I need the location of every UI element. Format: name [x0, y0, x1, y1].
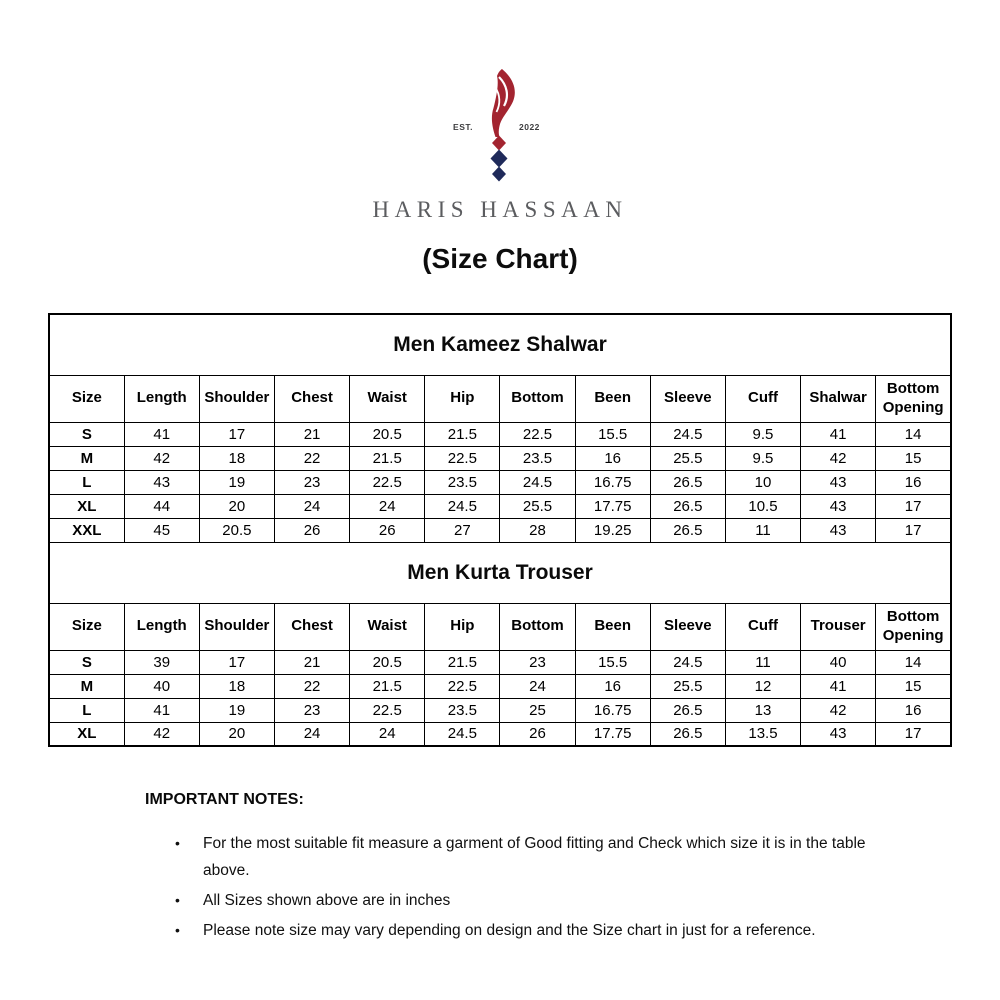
column-header: Length [124, 603, 199, 650]
bullet-icon: • [175, 892, 180, 908]
table-cell: 26.5 [650, 494, 725, 518]
table-cell: 41 [124, 422, 199, 446]
table-cell: 25.5 [650, 674, 725, 698]
table-cell: 26.5 [650, 698, 725, 722]
table-cell: 21.5 [425, 650, 500, 674]
table-row [49, 494, 951, 518]
table-cell: 9.5 [725, 422, 800, 446]
column-header: Shalwar [801, 375, 876, 422]
table-cell: 15 [876, 674, 951, 698]
table-cell: 24.5 [650, 422, 725, 446]
diamond-red-icon [492, 136, 506, 151]
table-cell: 18 [199, 446, 274, 470]
column-header: Bottom Opening [876, 603, 951, 650]
table-title-row [49, 542, 951, 603]
table-cell: 21 [274, 422, 349, 446]
column-header: Size [49, 603, 124, 650]
table-cell: 24.5 [500, 470, 575, 494]
table-cell: 10.5 [725, 494, 800, 518]
table-cell: 45 [124, 518, 199, 542]
table-cell: 22.5 [500, 422, 575, 446]
table-cell: 28 [500, 518, 575, 542]
table-cell: 25.5 [500, 494, 575, 518]
table-cell: 24 [500, 674, 575, 698]
table-cell: 39 [124, 650, 199, 674]
page-title: (Size Chart) [422, 243, 578, 274]
table-cell: 18 [199, 674, 274, 698]
table-header-row [49, 603, 951, 650]
year-label: 2022 [519, 122, 540, 132]
table-row [49, 422, 951, 446]
table-cell: 15 [876, 446, 951, 470]
column-header: Chest [274, 603, 349, 650]
table-cell: 20 [199, 494, 274, 518]
table-cell: 41 [124, 698, 199, 722]
table-title: Men Kameez Shalwar [49, 314, 951, 375]
size-cell: M [49, 674, 124, 698]
table-cell: 17 [876, 494, 951, 518]
table-cell: 13 [725, 698, 800, 722]
table-cell: 21.5 [425, 422, 500, 446]
table-cell: 12 [725, 674, 800, 698]
table-cell: 16 [575, 674, 650, 698]
table-cell: 20.5 [350, 422, 425, 446]
size-tables [48, 313, 952, 747]
notes-section [145, 791, 1000, 944]
table-cell: 44 [124, 494, 199, 518]
table-cell: 15.5 [575, 650, 650, 674]
est-label: EST. [453, 122, 473, 132]
note-text: Please note size may vary depending on design and the Size chart in just for a reference. [203, 922, 816, 939]
table-cell: 25 [500, 698, 575, 722]
table-cell: 23 [274, 470, 349, 494]
table-cell: 24.5 [650, 650, 725, 674]
bullet-icon: • [175, 835, 180, 851]
table-cell: 40 [801, 650, 876, 674]
table-cell: 43 [801, 722, 876, 746]
size-cell: XL [49, 722, 124, 746]
table-cell: 19 [199, 698, 274, 722]
table-cell: 10 [725, 470, 800, 494]
note-text: For the most suitable fit measure a garment of Good fitting and Check which size it is in the table above. [203, 835, 866, 879]
flame-icon [492, 69, 515, 137]
table-cell: 23.5 [425, 698, 500, 722]
table-row [49, 674, 951, 698]
table-cell: 42 [801, 446, 876, 470]
column-header: Length [124, 375, 199, 422]
diamond-navy-icon [491, 150, 508, 168]
table-cell: 26 [500, 722, 575, 746]
table-cell: 21.5 [350, 446, 425, 470]
table-title-row [49, 314, 951, 375]
table-row [49, 446, 951, 470]
column-header: Been [575, 603, 650, 650]
size-cell: XXL [49, 518, 124, 542]
table-cell: 16 [575, 446, 650, 470]
note-text: All Sizes shown above are in inches [203, 892, 451, 909]
table-cell: 43 [124, 470, 199, 494]
size-cell: S [49, 650, 124, 674]
table-header-row [49, 375, 951, 422]
table-cell: 24.5 [425, 722, 500, 746]
table-cell: 17.75 [575, 722, 650, 746]
column-header: Shoulder [199, 603, 274, 650]
column-header: Been [575, 375, 650, 422]
table-cell: 9.5 [725, 446, 800, 470]
table-cell: 22.5 [350, 470, 425, 494]
note-item [175, 917, 1000, 944]
table-cell: 42 [801, 698, 876, 722]
table-cell: 26.5 [650, 722, 725, 746]
size-cell: L [49, 470, 124, 494]
table-cell: 43 [801, 470, 876, 494]
column-header: Bottom Opening [876, 375, 951, 422]
column-header: Bottom [500, 603, 575, 650]
table-cell: 23 [274, 698, 349, 722]
column-header: Hip [425, 603, 500, 650]
table-cell: 42 [124, 722, 199, 746]
diamond-navy-small-icon [492, 167, 506, 182]
table-cell: 22.5 [350, 698, 425, 722]
table-cell: 17.75 [575, 494, 650, 518]
table-cell: 22.5 [425, 674, 500, 698]
table-cell: 14 [876, 650, 951, 674]
table-cell: 24 [274, 494, 349, 518]
column-header: Trouser [801, 603, 876, 650]
table-cell: 16 [876, 698, 951, 722]
table-cell: 27 [425, 518, 500, 542]
table-cell: 41 [801, 674, 876, 698]
table-row [49, 470, 951, 494]
table-cell: 17 [876, 722, 951, 746]
table-cell: 23.5 [500, 446, 575, 470]
bullet-icon: • [175, 922, 180, 938]
column-header: Cuff [725, 375, 800, 422]
table-cell: 22.5 [425, 446, 500, 470]
brand-name: HARIS HASSAAN [372, 197, 628, 222]
table-cell: 43 [801, 494, 876, 518]
note-item [175, 830, 1000, 884]
notes-heading: IMPORTANT NOTES: [145, 791, 304, 808]
table-cell: 23 [500, 650, 575, 674]
column-header: Sleeve [650, 603, 725, 650]
notes-list [145, 830, 1000, 944]
table-cell: 40 [124, 674, 199, 698]
table-cell: 41 [801, 422, 876, 446]
table-cell: 26 [274, 518, 349, 542]
table-cell: 21 [274, 650, 349, 674]
table-cell: 17 [199, 650, 274, 674]
column-header: Waist [350, 375, 425, 422]
table-cell: 16 [876, 470, 951, 494]
table-cell: 26.5 [650, 470, 725, 494]
table-cell: 17 [876, 518, 951, 542]
table-cell: 20 [199, 722, 274, 746]
column-header: Sleeve [650, 375, 725, 422]
table-cell: 17 [199, 422, 274, 446]
column-header: Cuff [725, 603, 800, 650]
table-cell: 22 [274, 446, 349, 470]
column-header: Bottom [500, 375, 575, 422]
table-cell: 16.75 [575, 470, 650, 494]
size-cell: M [49, 446, 124, 470]
table-cell: 42 [124, 446, 199, 470]
size-cell: L [49, 698, 124, 722]
table-cell: 43 [801, 518, 876, 542]
table-row [49, 698, 951, 722]
table-cell: 24 [350, 494, 425, 518]
column-header: Waist [350, 603, 425, 650]
size-cell: XL [49, 494, 124, 518]
table-cell: 23.5 [425, 470, 500, 494]
table-row [49, 518, 951, 542]
table-cell: 24 [350, 722, 425, 746]
column-header: Hip [425, 375, 500, 422]
table-cell: 19 [199, 470, 274, 494]
table-cell: 25.5 [650, 446, 725, 470]
table-cell: 24.5 [425, 494, 500, 518]
size-cell: S [49, 422, 124, 446]
table-cell: 11 [725, 650, 800, 674]
brand-header [0, 0, 1000, 275]
table-title: Men Kurta Trouser [49, 542, 951, 603]
table-cell: 11 [725, 518, 800, 542]
column-header: Size [49, 375, 124, 422]
table-cell: 26.5 [650, 518, 725, 542]
column-header: Chest [274, 375, 349, 422]
table-cell: 13.5 [725, 722, 800, 746]
table-row [49, 722, 951, 746]
brand-logo [415, 66, 585, 186]
table-cell: 20.5 [199, 518, 274, 542]
table-cell: 20.5 [350, 650, 425, 674]
column-header: Shoulder [199, 375, 274, 422]
table-cell: 15.5 [575, 422, 650, 446]
table-cell: 26 [350, 518, 425, 542]
size-table [48, 313, 952, 747]
table-cell: 24 [274, 722, 349, 746]
table-cell: 22 [274, 674, 349, 698]
table-cell: 16.75 [575, 698, 650, 722]
table-cell: 19.25 [575, 518, 650, 542]
table-cell: 21.5 [350, 674, 425, 698]
note-item [175, 887, 1000, 914]
table-cell: 14 [876, 422, 951, 446]
table-row [49, 650, 951, 674]
